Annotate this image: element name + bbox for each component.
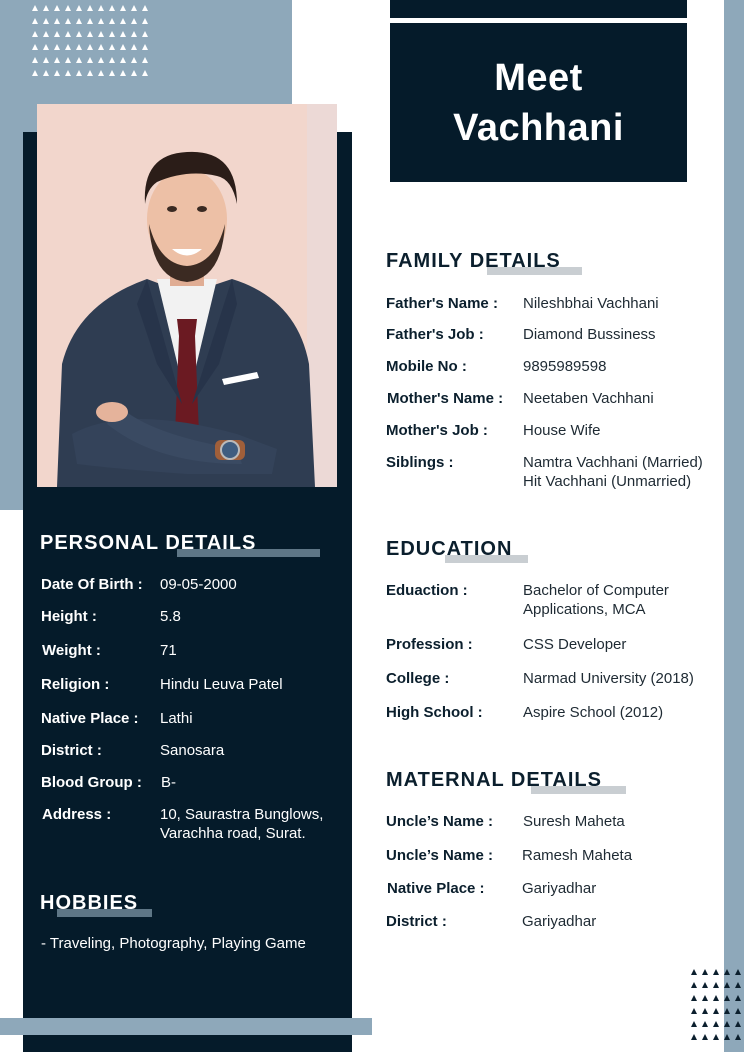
title-accent-bar [390, 0, 687, 18]
personal-details-heading: PERSONAL DETAILS [40, 532, 256, 555]
person-portrait-icon [37, 104, 337, 487]
name-title-box [390, 23, 687, 182]
hobbies-text: - Traveling, Photography, Playing Game [41, 935, 306, 952]
background-bar-bottom [0, 1018, 372, 1035]
education-heading: EDUCATION [386, 538, 512, 561]
family-details-heading: FAMILY DETAILS [386, 250, 561, 273]
title-line-1: Meet [494, 56, 583, 99]
hobbies-heading: HOBBIES [40, 892, 138, 915]
maternal-details-heading: MATERNAL DETAILS [386, 769, 602, 792]
profile-photo [37, 104, 337, 487]
personal-panel-bottom [23, 1035, 352, 1052]
triangle-dots-pattern-icon [688, 966, 743, 1045]
title-line-2: Vachhani [453, 106, 624, 149]
background-strip-right [724, 0, 744, 1052]
triangle-dots-pattern-icon [29, 2, 150, 81]
